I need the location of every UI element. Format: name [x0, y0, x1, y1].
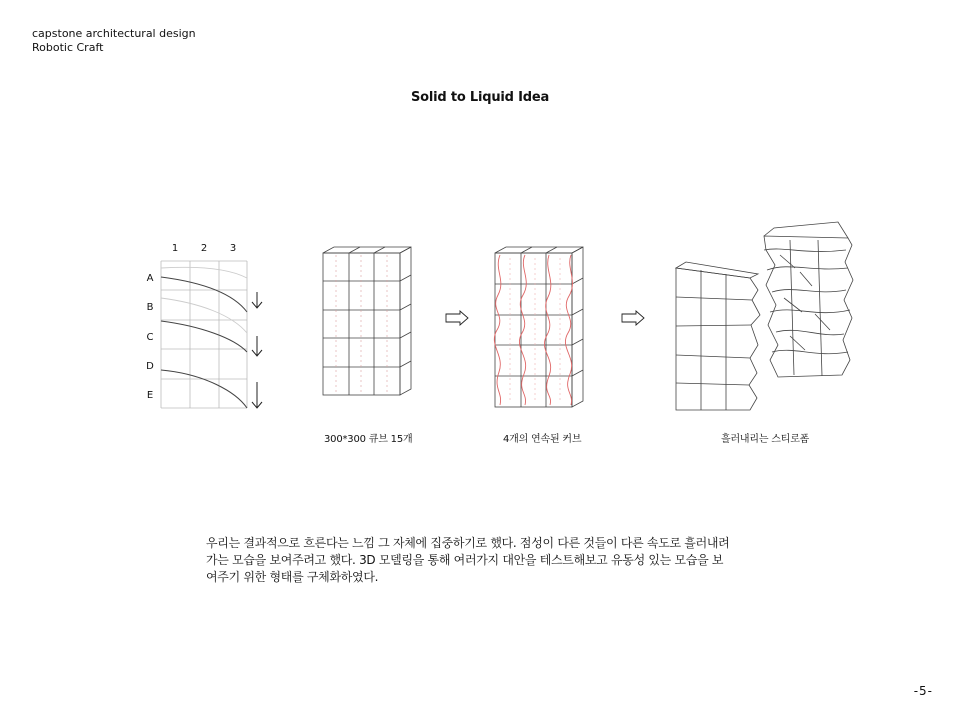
down-arrow-icon: [252, 292, 262, 408]
description-line-2: 가는 모습을 보여주려고 했다. 3D 모델링을 통해 여러가지 대안을 테스트해보고 유동성 있는 모습을 보: [206, 553, 724, 567]
right-arrow-icon: [622, 311, 644, 325]
description-line-1: 우리는 결과적으로 흐른다는 느낌 그 자체에 집중하기로 했다. 점성이 다른 것들이 다른 속도로 흘러내려: [206, 536, 730, 550]
right-arrow-icon: [446, 311, 468, 325]
description-line-3: 여주기 위한 형태를 구체화하였다.: [206, 570, 379, 584]
header-subject: Robotic Craft: [32, 41, 104, 54]
grid-row-label-a: A: [146, 273, 154, 284]
grid-row-label-d: D: [146, 361, 154, 372]
description-paragraph: [206, 535, 796, 586]
page-title: Solid to Liquid Idea: [410, 90, 550, 105]
flow-curves: [161, 267, 247, 408]
grid-row-label-b: B: [146, 302, 154, 313]
grid-row-label-e: E: [146, 390, 154, 401]
flowing-styrofoam-drawing: [676, 222, 853, 410]
header-course: capstone architectural design: [32, 27, 196, 40]
curves-drawing: [494, 247, 583, 407]
grid-col-label-3: 3: [229, 243, 237, 254]
grid-col-label-1: 1: [171, 243, 179, 254]
caption-curves: 4개의 연속된 커브: [503, 434, 582, 445]
grid-row-label-c: C: [146, 332, 154, 343]
grid-col-label-2: 2: [200, 243, 208, 254]
caption-cube-stack: 300*300 큐브 15개: [324, 434, 413, 445]
caption-flowing-styrofoam: 흘러내리는 스티로폼: [721, 434, 810, 445]
grid-diagram: [146, 243, 262, 408]
page-number: -5-: [913, 684, 933, 698]
grid-lines: [161, 261, 247, 408]
cube-stack-drawing: [323, 247, 411, 395]
